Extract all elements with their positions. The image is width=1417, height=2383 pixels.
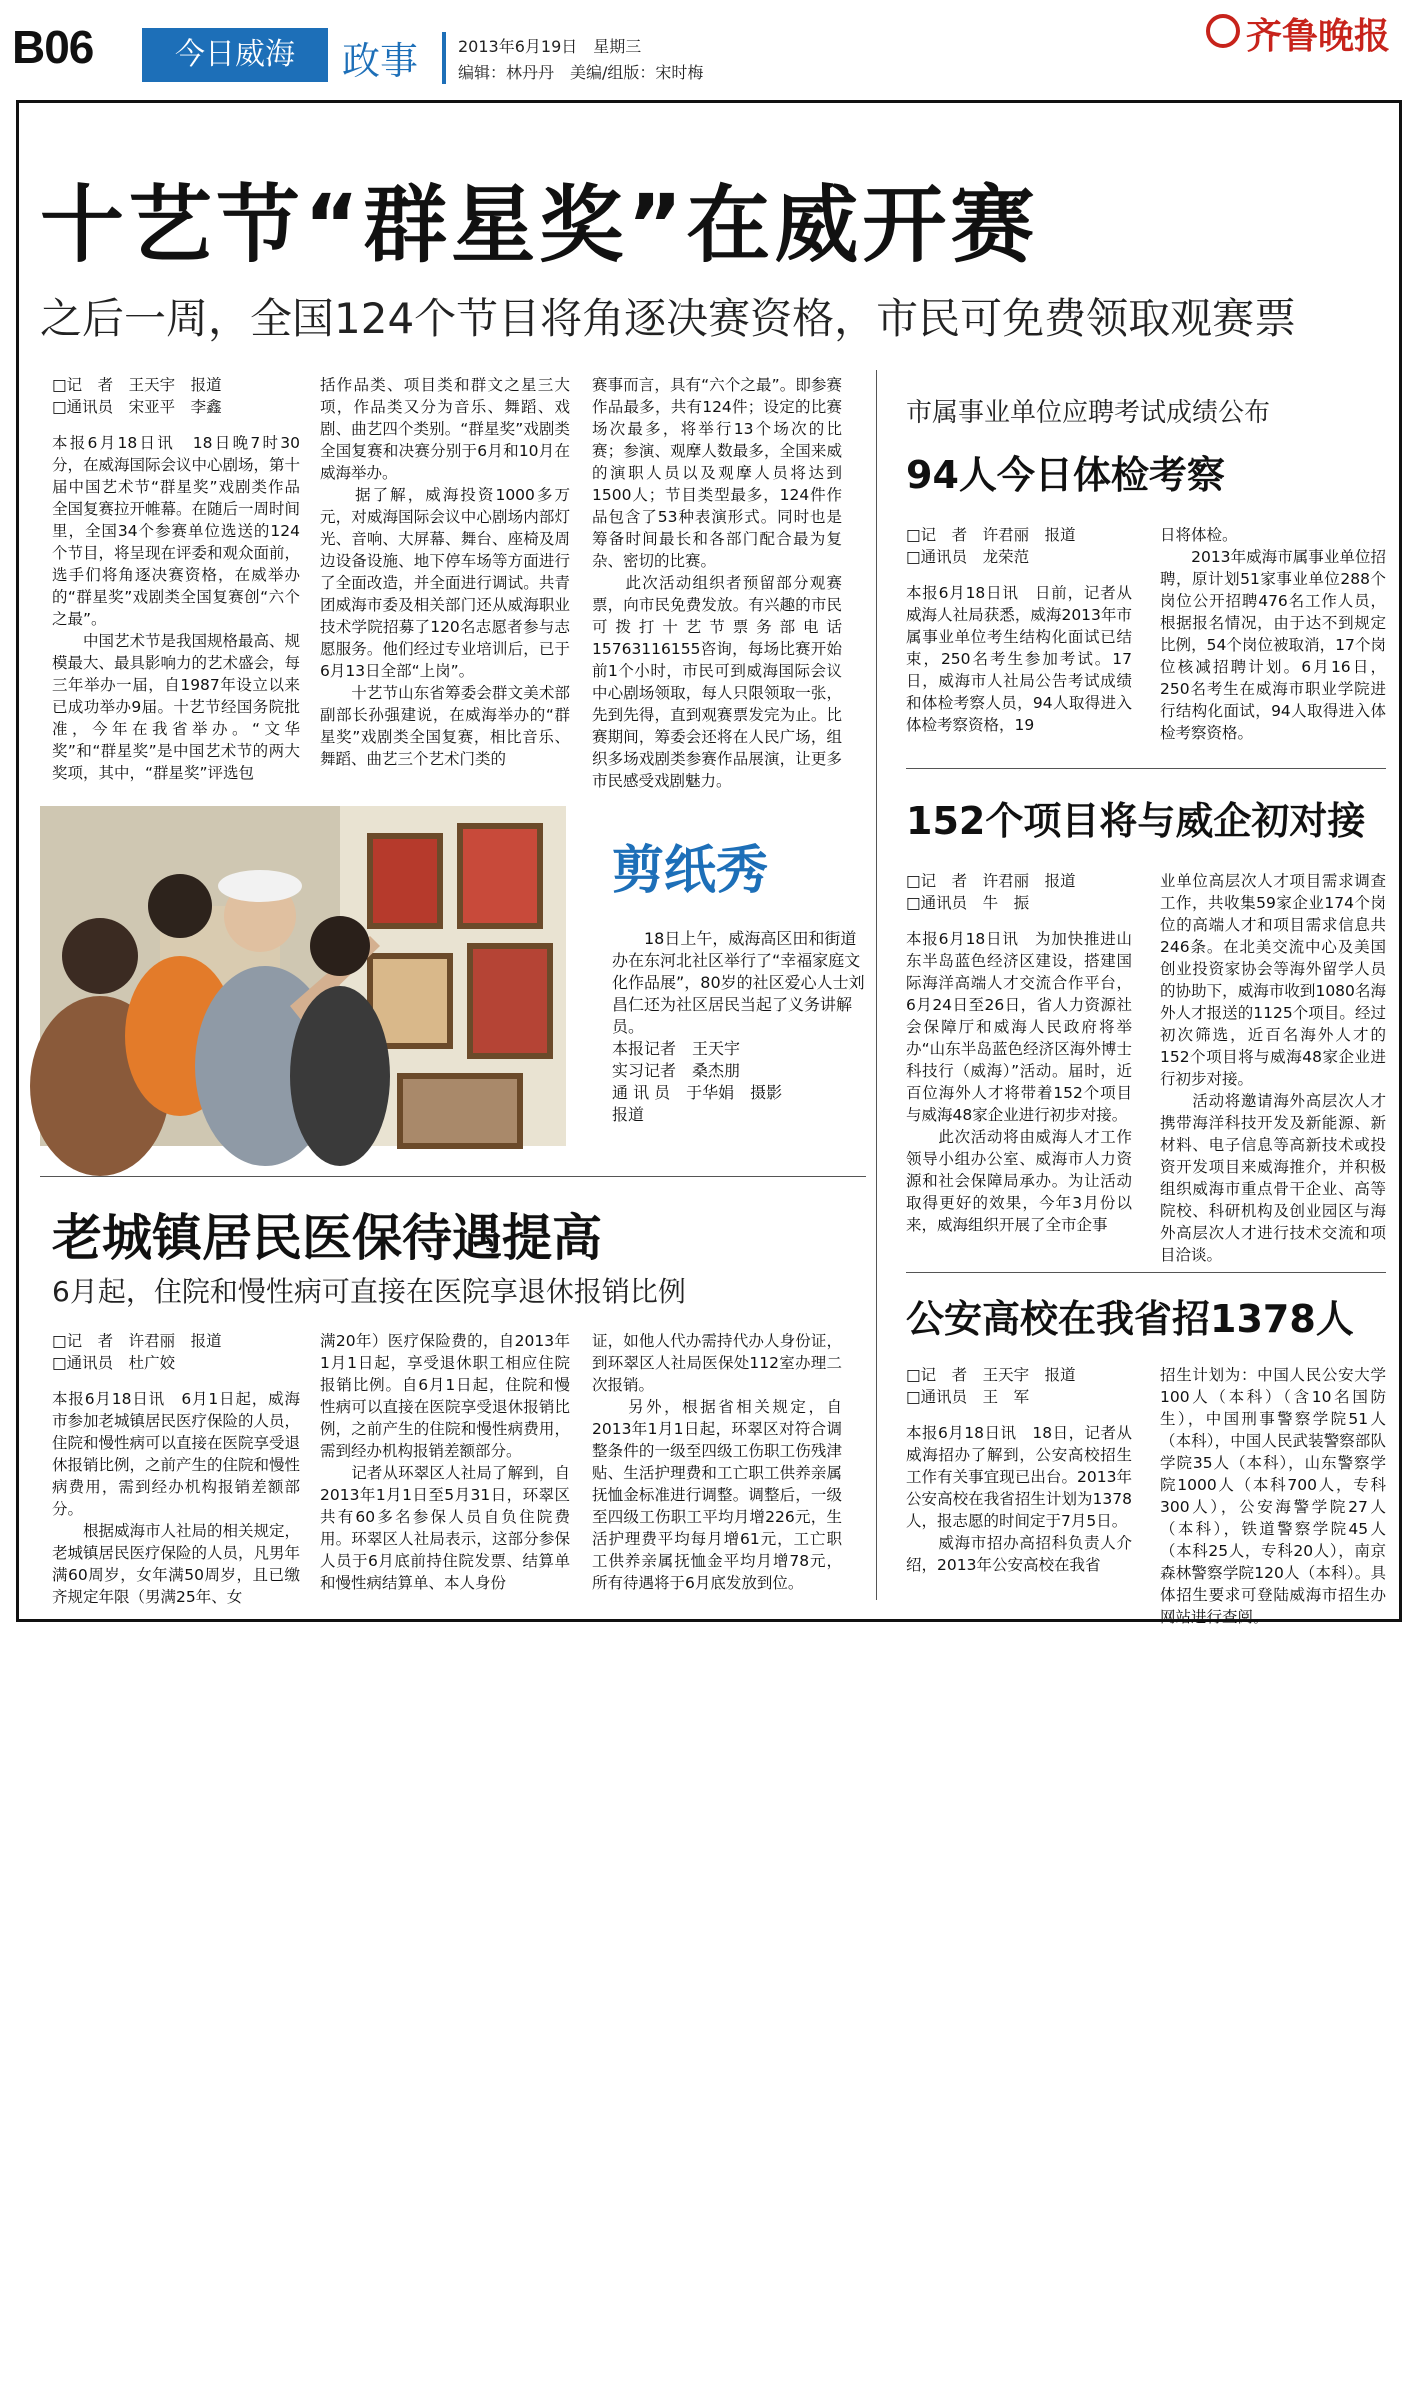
photo-credit-correspondent: 通 讯 员 于华娟 摄影 xyxy=(612,1083,783,1102)
r1-column-1: 本报6月18日讯 日前，记者从威海人社局获悉，威海2013年市属事业单位考生结构化面试已结束，250名考生参加考试。17日，威海市人社局公告考试成绩和体检考察人员，94人取得进入体检考察资格，19 xyxy=(906,584,1132,734)
story2-byline-correspondent: □通讯员 杜广姣 xyxy=(52,1354,176,1372)
r3-column-1: 本报6月18日讯 18日，记者从威海招办了解到，公安高校招生工作有关事宜现已出台。2013年公安高校在我省招生计划为1378人，报志愿的时间定于7月5日。 威海市招办高招科负责人介绍，2013年公安高校在我省 xyxy=(906,1424,1132,1574)
logo-swirl-icon xyxy=(1206,14,1240,48)
talent-project-headline: 152个项目将与威企初对接 xyxy=(906,799,1366,843)
section-rule xyxy=(906,768,1386,769)
story2-byline-reporter: □记 者 许君丽 报道 xyxy=(52,1332,222,1350)
r1-byline-correspondent: □通讯员 龙荣范 xyxy=(906,548,1030,566)
lead-byline-reporter: □记 者 王天宇 报道 xyxy=(52,376,222,394)
r2-byline-reporter: □记 者 许君丽 报道 xyxy=(906,872,1076,890)
r3-byline-correspondent: □通讯员 王 军 xyxy=(906,1388,1030,1406)
lead-column-2: 括作品类、项目类和群文之星三大项，作品类又分为音乐、舞蹈、戏剧、曲艺四个类别。“群星奖”戏剧类全国复赛和决赛分别于6月和10月在威海举办。 据了解，威海投资1000多万元，对威海国际会议中心剧场内部灯光、音响、大屏幕、舞台、座椅及周边设备设施、地下停车场等方面进行了全面改造，并全面进行调试。共青团威海市委及相关部门还从威海职业技术学院招募了120名志愿者参与志愿服务。他们经过专业培训后，已于6月13日全部“上岗”。 十艺节山东省筹委会群文美术部副部长孙强建说，在威海举办的“群星奖”戏剧类全国复赛，相比音乐、舞蹈、曲艺三个艺术门类的 xyxy=(320,376,570,768)
photo-caption-text: 18日上午，威海高区田和街道办在东河北社区举行了“幸福家庭文化作品展”，80岁的社区爱心人士刘昌仁还为社区居民当起了义务讲解员。 xyxy=(612,929,865,1036)
lead-subheadline: 之后一周，全国124个节目将角逐决赛资格，市民可免费领取观赛票 xyxy=(40,294,1297,343)
lead-headline: 十艺节“群星奖”在威开赛 xyxy=(40,176,1039,274)
r3-column-2: 招生计划为：中国人民公安大学100人（本科）（含10名国防生），中国刑事警察学院51人（本科），中国人民武装警察部队学院35人（本科），山东警察学院1000人（本科700人，专科300人），公安海警学院27人（本科），铁道警察学院45人（本科25人，专科20人），南京森林警察学院120人（本科）。具体招生要求可登陆威海市招生办网站进行查阅。 xyxy=(1160,1366,1386,1626)
r3-byline-reporter: □记 者 王天宇 报道 xyxy=(906,1366,1076,1384)
section-name: 政事 xyxy=(342,39,419,83)
section-tag: 今日威海 xyxy=(142,28,328,82)
column-divider xyxy=(876,370,877,1600)
lead-column-3: 赛事而言，具有“六个之最”。即参赛作品最多，共有124件；设定的比赛场次最多，将举行13个场次的比赛；参演、观摩人数最多，全国来威的演职人员以及观摩人员将达到1500人；节目类型最多，124件作品包含了53种表演形式。同时也是筹备时间最长和各部门配合最为复杂、密切的比赛。 此次活动组织者预留部分观赛票，向市民免费发放。有兴趣的市民可拨打十艺节票务部电话15763116155咨询，每场比赛开始前1个小时，市民可到威海国际会议中心剧场领取，每人只限领取一张，先到先得，直到观赛票发完为止。比赛期间，筹委会还将在人民广场，组织多场戏剧类参赛作品展演，让更多市民感受戏剧魅力。 xyxy=(592,376,842,790)
logo-text: 齐鲁晚报 xyxy=(1246,15,1391,57)
r2-column-1: 本报6月18日讯 为加快推进山东半岛蓝色经济区建设，搭建国际海洋高端人才交流合作平台，6月24日至26日，省人力资源社会保障厅和威海人民政府将举办“山东半岛蓝色经济区海外博士科技行（威海）”活动。届时，近百位海外人才将带着152个项目与威海48家企业进行初步对接。 此次活动将由威海人才工作领导小组办公室、威海市人力资源和社会保障局承办。为让活动取得更好的效果，今年3月份以来，威海组织开展了全市企事 xyxy=(906,930,1132,1234)
photo-caption xyxy=(612,928,872,1126)
r2-byline-correspondent: □通讯员 牛 振 xyxy=(906,894,1030,912)
page-number: B06 xyxy=(12,21,94,73)
r1-byline-reporter: □记 者 许君丽 报道 xyxy=(906,526,1076,544)
story2-column-2: 满20年）医疗保险费的，自2013年1月1日起，享受退休职工相应住院报销比例。自6月1日起，住院和慢性病可以直接在医院享受退休报销比例，之前产生的住院和慢性病费用，需到经办机构报销差额部分。 记者从环翠区人社局了解到，自2013年1月1日至5月31日，环翠区共有60多名参保人员自负住院费用。环翠区人社局表示，这部分参保人员于6月底前持住院发票、结算单和慢性病结算单、本人身份 xyxy=(320,1332,570,1592)
r2-column-2: 业单位高层次人才项目需求调查工作，共收集59家企业174个岗位的高端人才和项目需求信息共246条。在北美交流中心及美国创业投资家协会等海外留学人员的协助下，威海市收到1080名海外人才报送的1125个项目。经过初次筛选，近百名海外人才的152个项目将与威海48家企业进行初步对接。 活动将邀请海外高层次人才携带海洋科技开发及新能源、新材料、电子信息等高新技术或投资开发项目来威海推介，并积极组织威海市重点骨干企业、高等院校、科研机构及创业园区与海外高层次人才进行技术交流和项目洽谈。 xyxy=(1160,872,1386,1264)
header-divider xyxy=(442,32,446,84)
story2-column-1: 本报6月18日讯 6月1日起，威海市参加老城镇居民医疗保险的人员，住院和慢性病可以直接在医院享受退休报销比例，之前产生的住院和慢性病费用，需到经办机构报销差额部分。 根据威海市人社局的相关规定，老城镇居民医疗保险的人员，凡男年满60周岁，女年满50周岁，且已缴齐规定年限（男满25年、女 xyxy=(52,1390,301,1606)
issue-date: 2013年6月19日 星期三 xyxy=(458,37,642,56)
photo-credit-intern: 实习记者 桑杰朋 xyxy=(612,1061,741,1080)
section-rule xyxy=(906,1272,1386,1273)
editor-credits: 编辑：林丹丹 美编/组版：宋时梅 xyxy=(458,63,704,82)
exam-results-kicker: 市属事业单位应聘考试成绩公布 xyxy=(906,398,1271,428)
photo-title: 剪纸秀 xyxy=(612,840,769,901)
lead-column-1: 本报6月18日讯 18日晚7时30分，在威海国际会议中心剧场，第十届中国艺术节“群星奖”戏剧类作品全国复赛拉开帷幕。在随后一周时间里，全国34个参赛单位选送的124个节目，将呈现在评委和观众面前，选手们将角逐决赛资格，在威举办的“群星奖”戏剧类全国复赛创“六个之最”。 中国艺术节是我国规格最高、规模最大、最具影响力的艺术盛会，每三年举办一届，自1987年设立以来已成功举办9届。十艺节经国务院批准，今年在我省举办。“文华奖”和“群星奖”是中国艺术节的两大奖项，其中，“群星奖”评选包 xyxy=(52,434,301,782)
medical-insurance-subheadline: 6月起，住院和慢性病可直接在医院享退休报销比例 xyxy=(52,1275,686,1308)
photo-credit-reporter: 本报记者 王天宇 xyxy=(612,1039,741,1058)
police-college-headline: 公安高校在我省招1378人 xyxy=(906,1297,1354,1341)
medical-insurance-headline: 老城镇居民医保待遇提高 xyxy=(52,1209,602,1267)
r1-column-2: 日将体检。 2013年威海市属事业单位招聘，原计划51家事业单位288个岗位公开招聘476名工作人员，根据报名情况，由于达不到规定比例，54个岗位被取消，17个岗位核减招聘计划。6月16日，250名考生在威海市职业学院进行结构化面试，94人取得进入体检考察资格。 xyxy=(1160,526,1386,742)
paper-cut-exhibition-photo xyxy=(40,806,566,1146)
photo-credit-report: 报道 xyxy=(612,1105,645,1124)
section-rule xyxy=(40,1176,866,1177)
lead-byline-correspondent: □通讯员 宋亚平 李鑫 xyxy=(52,398,222,416)
health-check-headline: 94人今日体检考察 xyxy=(906,453,1225,497)
story2-column-3: 证，如他人代办需持代办人身份证，到环翠区人社局医保处112室办理二次报销。 另外，根据省相关规定，自2013年1月1日起，环翠区对符合调整条件的一级至四级工伤职工伤残津贴、生活护理费和工亡职工供养亲属抚恤金标准进行调整。调整后，一级至四级工伤职工平均月增226元，生活护理费平均每月增61元，工亡职工供养亲属抚恤金平均月增78元，所有待遇将于6月底发放到位。 xyxy=(592,1332,842,1592)
